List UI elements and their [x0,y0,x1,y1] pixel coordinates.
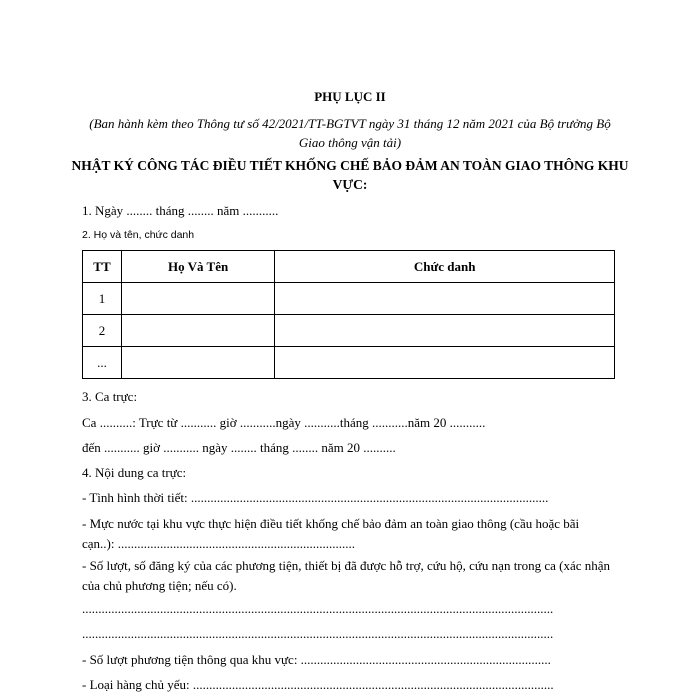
table-row [83,283,615,315]
vehicles-count-line: - Số lượt phương tiện thông qua khu vực: ............................................................................. [82,652,551,667]
water-level-line: - Mực nước tại khu vực thực hiện điều tiết khống chế bảo đảm an toàn giao thông (cầu hoặc bãi cạn..): ......................................................................... [82,516,580,551]
assistance-line: - Số lượt, số đăng ký của các phương tiện, thiết bị đã được hỗ trợ, cứu hộ, cứu nạn trong ca (xác nhận của chủ phương tiện; nếu có). [82,558,611,593]
appendix-title: PHỤ LỤC II [314,89,386,104]
weather-line: - Tình hình thời tiết: .............................................................................................................. [82,490,549,505]
cell-position [275,283,615,315]
cell-name [121,315,274,347]
cell-position [275,347,615,379]
staff-section-label: 2. Họ và tên, chức danh [82,229,195,241]
table-header-row [83,251,615,283]
cell-tt: ... [83,347,122,379]
header-name: Họ Và Tên [121,251,274,283]
shift-section-label: 3. Ca trực: [82,389,138,404]
shift-end-line: đến ........... giờ ........... ngày ........ tháng ........ năm 20 .......... [82,440,396,455]
header-position: Chức danh [275,251,615,283]
dotted-line-2: ................................................................................................................................................. [82,626,554,641]
cell-name [121,283,274,315]
content-section-label: 4. Nội dung ca trực: [82,465,187,480]
staff-table [82,250,615,379]
table-row [83,315,615,347]
cell-name [121,347,274,379]
shift-start-line: Ca ..........: Trực từ ........... giờ ...........ngày ...........tháng ...........năm 20 ........... [82,415,486,430]
issued-note: (Ban hành kèm theo Thông tư số 42/2021/TT-BGTVT ngày 31 tháng 12 năm 2021 của Bộ trưởng Bộ Giao thông vận tải) [89,116,611,150]
date-line: 1. Ngày ........ tháng ........ năm ........... [82,203,279,218]
dotted-line-1: ................................................................................................................................................. [82,601,554,616]
cell-tt: 1 [83,283,122,315]
cell-position [275,315,615,347]
table-row [83,347,615,379]
document-title: NHẬT KÝ CÔNG TÁC ĐIỀU TIẾT KHỐNG CHẾ BẢO ĐẢM AN TOÀN GIAO THÔNG KHU VỰC: [71,158,629,192]
cell-tt: 2 [83,315,122,347]
cargo-line: - Loại hàng chủ yếu: ............................................................................................................... [82,677,554,692]
header-tt: TT [83,251,122,283]
